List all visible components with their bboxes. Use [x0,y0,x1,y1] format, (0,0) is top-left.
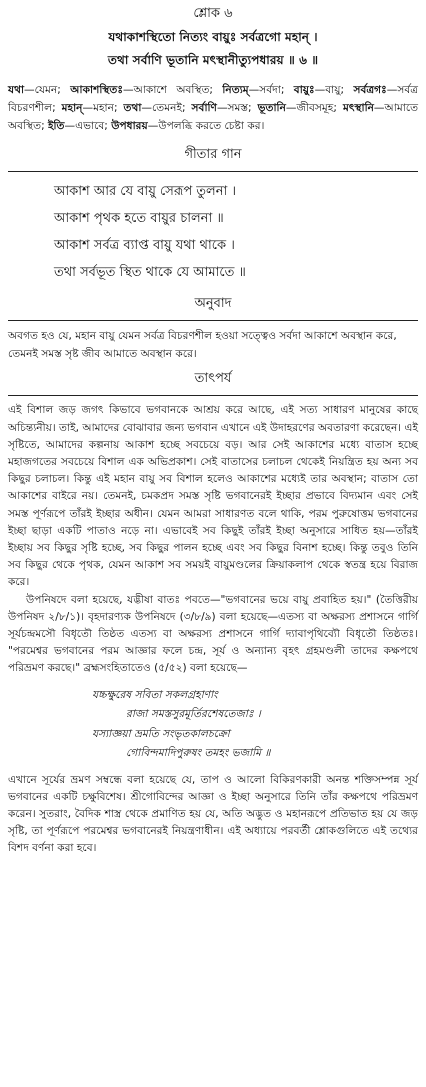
purport-paragraph-1: এই বিশাল জড় জগৎ কিভাবে ভগবানকে আশ্রয় করে আছে, এই সত্য সাধারণ মানুষের কাছে অচিন্ত্যনীয়। তাই, আমাদের বোঝাবার জন্য ভগবান এখানে এই উদাহরণের অবতারণা করেছেন। এই সৃষ্টিতে, আমাদের কল্পনায় আকাশ হচ্ছে সবচেয়ে বড়। আর সেই আকাশের মধ্যে বাতাস হচ্ছে মহাজগতের সবচেয়ে বিশাল এক অভিপ্রকাশ। সেই বাতাসের চলাচল থেকেই নিয়ন্ত্রিত হয় অন্য সব কিছুর চলাচল। কিন্তু এই মহান বায়ু সব বিশাল হলেও আকাশের মধ্যেই তার অবস্থান; বাতাস তো আকাশের বাইরে নয়। তেমনই, চমকপ্রদ সমস্ত সৃষ্টি ভগবানেরই ইচ্ছার প্রভাবে বিদ্যমান এবং সেই সমস্ত পূর্ণরূপে তাঁরই ইচ্ছার অধীন। যেমন আমরা সাধারণত বলে থাকি, পরম পুরুষোত্তম ভগবানের ইচ্ছা ছাড়া একটি পাতাও নড়ে না। এভাবেই সব কিছুই তাঁরই ইচ্ছা অনুসারে সাধিত হয়—তাঁরই ইচ্ছায় সব কিছুর সৃষ্টি হচ্ছে, সব কিছুর পালন হচ্ছে এবং সব কিছুর বিনাশ হচ্ছে। কিন্তু তবুও তিনি সব কিছুর থেকে পৃথক, যেমন আকাশ সব সময়ই বায়ুমণ্ডলের ক্রিয়াকলাপ থেকে স্বতন্ত্র হয়ে বিরাজ করে। [8,404,418,589]
wbw-term: বায়ুঃ [293,84,315,96]
purport-paragraph-2: উপনিষদে বলা হয়েছে, যদ্ভীষা বাতঃ পবতে—"ভগবানের ভয়ে বায়ু প্রবাহিত হয়।" (তৈত্তিরীয় উপনিষদ ২/৮/১)। বৃহদারণ্যক উপনিষদে (৩/৮/৯) বলা হয়েছে—এতস্য বা অক্ষরস্য প্রশাসনে গার্গি সূর্যচন্দ্রমসৌ বিধৃতৌ তিষ্ঠত এতস্য বা অক্ষরস্য প্রশাসনে গার্গি দ্যাবাপৃথিব্যৌ বিধৃতৌ তিষ্ঠতঃ। "পরমেশ্বর ভগবানের পরম আজ্ঞার ফলে চন্দ্র, সূর্য ও অন্যান্য বৃহৎ গ্রহমণ্ডলী তাদের কক্ষপথে পরিভ্রমণ করছে।" ব্রহ্মসংহিতাতেও (৫/৫২) বলা হয়েছে— [8,593,418,675]
song-line-3: আকাশ সর্বত্র ব্যাপ্ত বায়ু যথা থাকে । [54,238,235,254]
wbw-term: মহান্ [61,101,83,114]
wbw-meaning: সর্বদা [259,84,281,96]
wbw-term: সর্বাণি [191,101,217,114]
wbw-term: সর্বত্রগঃ [353,84,387,96]
song-title: গীতার গান [184,147,242,163]
wbw-meaning: মহান [93,101,114,114]
quote-line-3: যস্যাজ্ঞয়া ভ্রমতি সংভৃতকালচক্রো [92,727,230,740]
song-line-1: আকাশ আর যে বায়ু সেরূপ তুলনা । [54,184,237,200]
song-line-4: তথা সর্বভূত স্থিত থাকে যে আমাতে ॥ [54,265,246,281]
wbw-meaning: উপলব্ধি করতে চেষ্টা কর [158,119,261,132]
verse-line-2: তথা সর্বাণি ভূতানি মৎস্থানীত্যুপধারয় ॥ ৬ ॥ [107,53,319,67]
wbw-meaning: বায়ু [325,84,341,96]
wbw-term: নিত্যম্ [222,84,249,96]
sanskrit-verse [8,26,418,72]
translation-title: অনুবাদ [194,296,232,312]
brahma-samhita-quote [92,686,418,764]
quote-line-4: গোবিন্দমাদিপুরুষং তমহং ভজামি ॥ [126,747,271,760]
word-for-word-meanings: যথা—যেমন; আকাশস্থিতঃ—আকাশে অবস্থিত; নিত্যম্—সর্বদা; বায়ুঃ—বায়ু; সর্বত্রগঃ—সর্বত্র বিচরণশীল; মহান্—মহান; তথা—তেমনই; সর্বাণি—সমস্ত; ভূতানি—জীবসমূহ; মৎস্থানি—আমাতে অবস্থিত; ইতি—এভাবে; উপধারয়—উপলব্ধি করতে চেষ্টা কর। [8,84,419,132]
section-divider [8,171,418,172]
song-line-2: আকাশ পৃথক হতে বায়ুর চালনা ॥ [54,211,224,227]
wbw-meaning: তেমনই [152,101,182,114]
wbw-term: উপধারয় [111,119,148,132]
wbw-meaning: আমাতে অবস্থিত [8,101,419,132]
translation-text: অবগত হও যে, মহান বায়ু যেমন সর্বত্র বিচরণশীল হওয়া সত্ত্বেও সর্বদা আকাশে অবস্থান করে, তেমনই সমস্ত সৃষ্ট জীব আমাতে অবস্থান করে। [8,330,397,361]
purport-title: তাৎপর্য [194,371,232,387]
wbw-meaning: সমস্ত [227,101,249,114]
wbw-meaning: এভাবে [75,119,105,132]
verse-number-heading: শ্লোক ৬ [193,6,233,21]
song-verses [54,178,418,286]
wbw-meaning: সর্বত্র বিচরণশীল [8,84,419,114]
quote-line-2: রাজা সমস্তসুরমূর্তিরশেষতেজাঃ । [126,708,261,721]
wbw-meaning: যেমন [34,84,58,96]
wbw-term: ভূতানি [257,101,286,114]
wbw-term: মৎস্থানি [342,101,374,114]
quote-line-1: যচ্চক্ষুরেষ সবিতা সকলগ্রহাণাং [92,688,218,701]
wbw-meaning: আকাশে অবস্থিত [133,84,210,96]
wbw-term: ইতি [48,119,65,132]
wbw-meaning: জীবসমূহ [296,101,334,114]
wbw-term: যথা [8,84,25,96]
wbw-term: আকাশস্থিতঃ [70,84,123,96]
wbw-term: তথা [123,101,142,114]
section-divider [8,320,418,321]
section-divider [8,395,418,396]
verse-line-1: যথাকাশস্থিতো নিত্যং বায়ুঃ সর্বত্রগো মহান্ । [108,30,318,44]
purport-paragraph-3: এখানে সূর্যের ভ্রমণ সম্বন্ধে বলা হয়েছে যে, তাপ ও আলো বিকিরণকারী অনন্ত শক্তিসম্পন্ন সূর্য ভগবানের একটি চক্ষুবিশেষ। শ্রীগোবিন্দের আজ্ঞা ও ইচ্ছা অনুসারে তিনি তাঁর কক্ষপথে পরিভ্রমণ করেন। সুতরাং, বৈদিক শাস্ত্র থেকে প্রমাণিত হয় যে, অতি অদ্ভুত ও মহানরূপে প্রতিভাত হয় যে জড় সৃষ্টি, তা পূর্ণরূপে পরমেশ্বর ভগবানেরই নিয়ন্ত্রণাধীন। এই অধ্যায়ে পরবর্তী শ্লোকগুলিতে এই তথ্যের বিশদ বর্ণনা করা হবে। [8,773,418,855]
